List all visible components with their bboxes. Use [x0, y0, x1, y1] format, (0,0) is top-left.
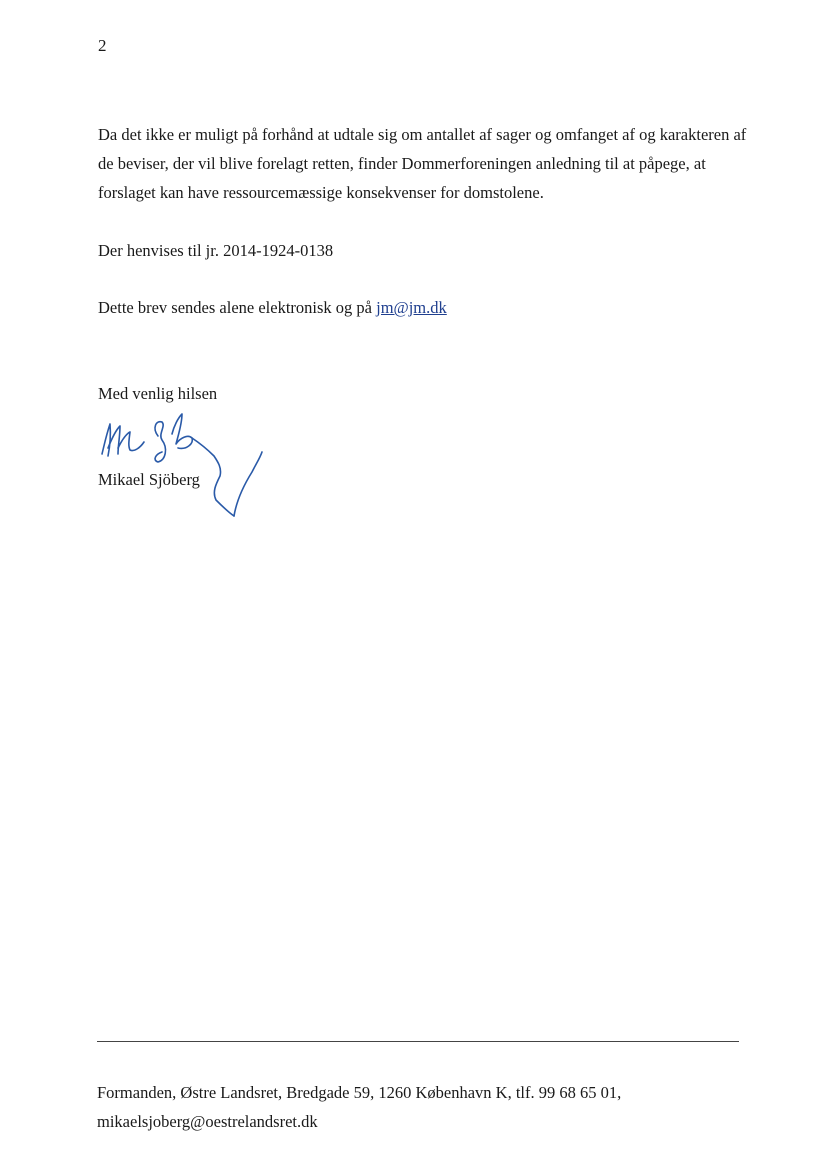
signer-name: Mikael Sjöberg	[98, 470, 200, 489]
page-number: 2	[98, 36, 107, 55]
handwritten-signature	[96, 408, 266, 520]
email-link[interactable]: jm@jm.dk	[376, 298, 447, 317]
footer-divider	[97, 1041, 739, 1042]
footer-address: Formanden, Østre Landsret, Bredgade 59, 1260 København K, tlf. 99 68 65 01,	[97, 1083, 622, 1102]
delivery-text: Dette brev sendes alene elektronisk og på	[98, 298, 377, 317]
footer-contact	[97, 1078, 757, 1136]
footer-email[interactable]: mikaelsjoberg@oestrelandsret.dk	[97, 1112, 318, 1131]
closing-greeting: Med venlig hilsen	[98, 384, 218, 403]
body-paragraph: Da det ikke er muligt på forhånd at udtale sig om antallet af sager og omfanget af og karakteren af de beviser, der vil blive forelagt retten, finder Dommerforeningen anledning til at påpege, at forslaget kan have ressourcemæssige konsekvenser for domstolene.	[98, 125, 747, 202]
reference-line: Der henvises til jr. 2014-1924-0138	[98, 241, 334, 260]
delivery-line	[98, 293, 748, 322]
